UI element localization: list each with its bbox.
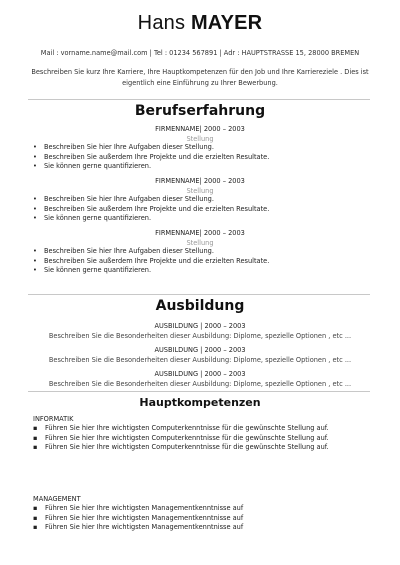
bullet-icon: • — [33, 204, 37, 213]
list-item: • Beschreiben Sie hier Ihre Aufgaben dieser Stellung. — [33, 195, 214, 203]
list-item: • Sie können gerne quantifizieren. — [33, 214, 152, 223]
bullet-icon: • — [33, 195, 37, 203]
contact-line: Mail : vorname.name@mail.com | Tel : 01234 567891 | Adr : HAUPTSTRASSE 15, 28000 BREMEN — [40, 49, 360, 57]
skills-bullets — [33, 504, 243, 533]
experience-entry-head: FIRMENNAME| 2000 – 2003 — [155, 177, 245, 185]
bullet-icon: • — [33, 266, 37, 275]
education-entry-desc: Beschreiben Sie die Besonderheiten dieser Ausbildung: Diplome, spezielle Optionen , etc ... — [48, 380, 352, 388]
last-name: MAYER — [190, 12, 263, 34]
square-bullet-icon: ▪ — [33, 433, 38, 442]
list-item: ▪ Führen Sie hier Ihre wichtigsten Computerkenntnisse für die gewünschte Stellung auf. — [33, 424, 329, 432]
bullet-icon: • — [33, 152, 37, 161]
square-bullet-icon: ▪ — [33, 424, 38, 432]
list-item: ▪ Führen Sie hier Ihre wichtigsten Computerkenntnisse für die gewünschte Stellung auf. — [33, 433, 329, 442]
education-entry-head: AUSBILDUNG | 2000 – 2003 — [154, 370, 246, 378]
experience-bullets — [33, 247, 269, 276]
name-heading — [0, 12, 400, 35]
experience-bullets — [33, 195, 269, 224]
list-item: • Beschreiben Sie außerdem Ihre Projekte und die erzielten Resultate. — [33, 256, 270, 265]
experience-entry-role: Stellung — [186, 239, 214, 247]
list-item: • Beschreiben Sie außerdem Ihre Projekte und die erzielten Resultate. — [33, 204, 270, 213]
experience-entry-head: FIRMENNAME| 2000 – 2003 — [155, 125, 245, 133]
skills-group-label: INFORMATIK — [33, 415, 74, 423]
list-item: ▪ Führen Sie hier Ihre wichtigsten Managementkenntnisse auf — [33, 513, 244, 522]
bullet-icon: • — [33, 162, 37, 171]
education-title: Ausbildung — [155, 298, 245, 314]
section-divider — [28, 99, 370, 100]
intro-text — [30, 67, 370, 88]
intro-line: eigentlich eine Einführung zu Ihrer Bewerbung. — [122, 78, 278, 87]
section-divider — [28, 294, 370, 295]
list-item: • Beschreiben Sie hier Ihre Aufgaben dieser Stellung. — [33, 247, 214, 255]
bullet-icon: • — [33, 143, 37, 151]
square-bullet-icon: ▪ — [33, 513, 38, 522]
experience-entry-role: Stellung — [186, 135, 214, 143]
experience-bullets — [33, 143, 269, 172]
intro-line: Beschreiben Sie kurz Ihre Karriere, Ihre Hauptkompetenzen für den Job und Ihre Karriereziele . Dies ist — [31, 68, 369, 76]
skills-bullets — [33, 424, 329, 453]
experience-entry-head: FIRMENNAME| 2000 – 2003 — [155, 229, 245, 237]
list-item: • Sie können gerne quantifizieren. — [33, 266, 152, 275]
square-bullet-icon: ▪ — [33, 443, 38, 452]
square-bullet-icon: ▪ — [33, 504, 38, 512]
bullet-icon: • — [33, 247, 37, 255]
list-item: • Sie können gerne quantifizieren. — [33, 162, 152, 171]
experience-title: Berufserfahrung — [134, 103, 266, 119]
list-item: ▪ Führen Sie hier Ihre wichtigsten Computerkenntnisse für die gewünschte Stellung auf. — [33, 443, 329, 452]
section-divider — [28, 391, 370, 392]
bullet-icon: • — [33, 256, 37, 265]
list-item: • Beschreiben Sie hier Ihre Aufgaben dieser Stellung. — [33, 143, 214, 151]
square-bullet-icon: ▪ — [33, 523, 38, 532]
education-entry-head: AUSBILDUNG | 2000 – 2003 — [154, 322, 246, 330]
bullet-icon: • — [33, 214, 37, 223]
list-item: • Beschreiben Sie außerdem Ihre Projekte und die erzielten Resultate. — [33, 152, 270, 161]
skills-group-label: MANAGEMENT — [33, 495, 81, 503]
list-item: ▪ Führen Sie hier Ihre wichtigsten Managementkenntnisse auf — [33, 523, 244, 532]
list-item: ▪ Führen Sie hier Ihre wichtigsten Managementkenntnisse auf — [33, 504, 244, 512]
experience-entry-role: Stellung — [186, 187, 214, 195]
education-entry-desc: Beschreiben Sie die Besonderheiten dieser Ausbildung: Diplome, spezielle Optionen , etc ... — [48, 332, 352, 340]
skills-title: Hauptkompetenzen — [139, 396, 261, 409]
education-entry-desc: Beschreiben Sie die Besonderheiten dieser Ausbildung: Diplome, spezielle Optionen , etc ... — [48, 356, 352, 364]
education-entry-head: AUSBILDUNG | 2000 – 2003 — [154, 346, 246, 354]
first-name: Hans — [137, 12, 186, 34]
